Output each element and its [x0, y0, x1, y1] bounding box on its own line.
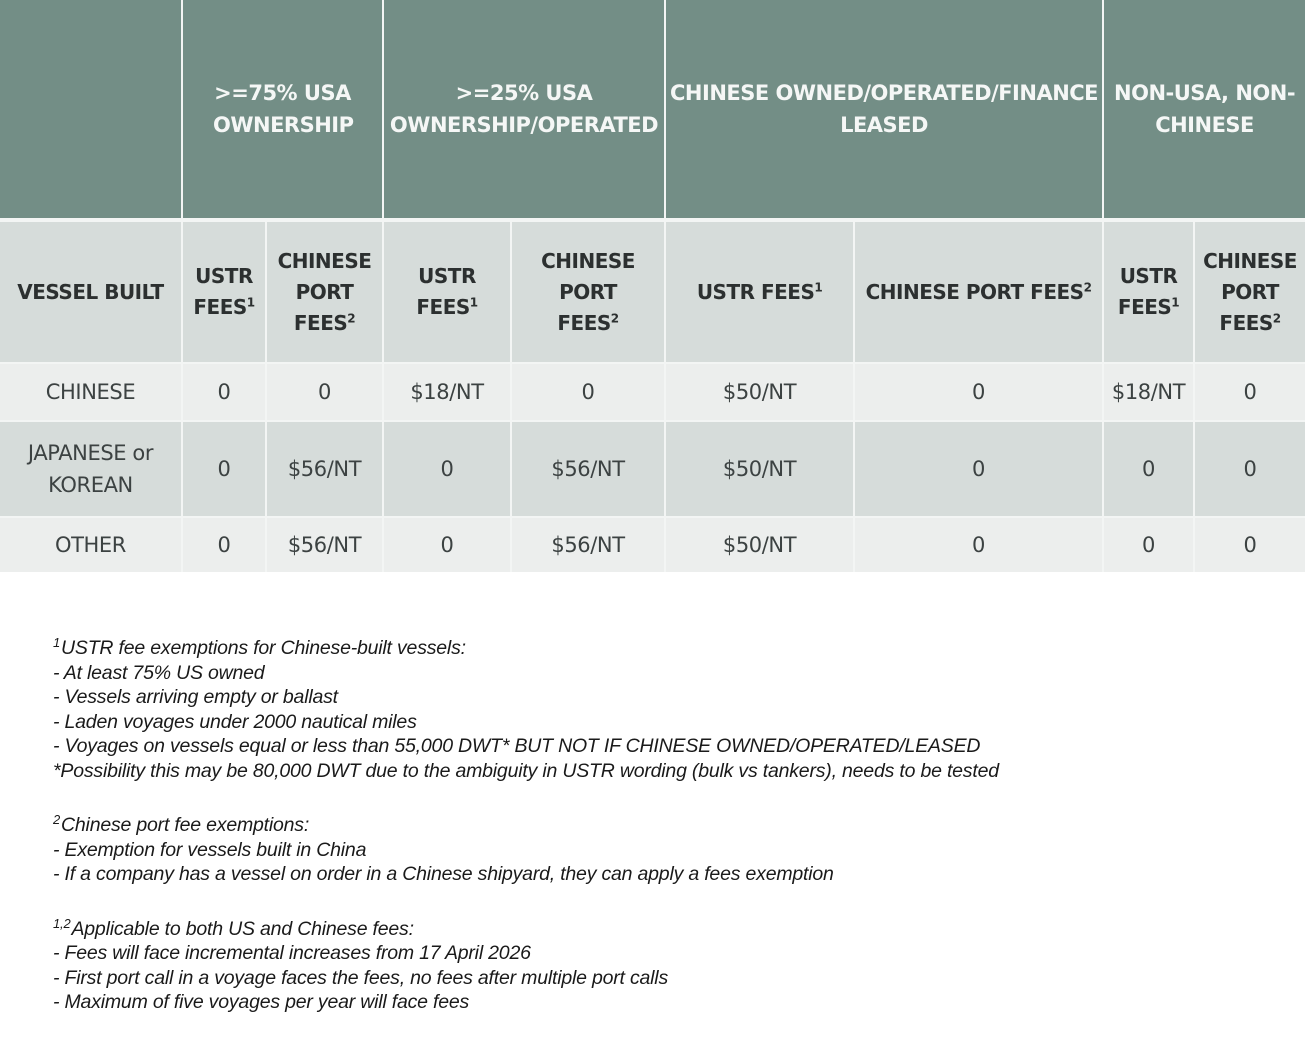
ustr-fees-header: USTR FEES$^1$	[384, 222, 512, 364]
vessel-built-cell: OTHER	[0, 518, 183, 572]
fee-cell: 0	[183, 422, 267, 518]
footnote-line: - Exemption for vessels built in China	[53, 838, 367, 861]
fee-cell: 0	[512, 364, 666, 422]
table-row	[0, 518, 1305, 572]
footnote-title: $^1$USTR fee exemptions for Chinese-built vessels:	[53, 635, 466, 659]
fee-cell: $50/NT	[666, 518, 855, 572]
group-header-empty	[0, 0, 183, 222]
footnote-line: - Fees will face incremental increases from 17 April 2026	[53, 942, 531, 964]
fee-cell: $56/NT	[267, 518, 384, 572]
vessel-built-cell: CHINESE	[0, 364, 183, 422]
footnote-line: *Possibility this may be 80,000 DWT due to the ambiguity in USTR wording (bulk vs tankers), needs to be tested	[53, 759, 999, 782]
group-header-chinese-owned: CHINESE OWNED/OPERATED/FINANCE LEASED	[666, 0, 1104, 222]
group-header-25-usa: >=25% USA OWNERSHIP/OPERATED	[384, 0, 666, 222]
footnote-line: - Voyages on vessels equal or less than 55,000 DWT* BUT NOT IF CHINESE OWNED/OPERATED/LEASED	[53, 735, 981, 757]
fee-cell: 0	[855, 518, 1104, 572]
footnote-line: - If a company has a vessel on order in a Chinese shipyard, they can apply a fees exemption	[53, 863, 834, 885]
group-header-non-usa-non-chinese: NON-USA, NON-CHINESE	[1104, 0, 1305, 222]
fee-cell: 0	[183, 364, 267, 422]
footnote-line: - First port call in a voyage faces the fees, no fees after multiple port calls	[53, 966, 668, 989]
chinese-port-fees-header: CHINESE PORT FEES$^2$	[267, 222, 384, 364]
footnote-line: - Vessels arriving empty or ballast	[53, 686, 338, 708]
chinese-port-fees-header: CHINESE PORT FEES$^2$	[1195, 222, 1305, 364]
ustr-fees-header: USTR FEES$^1$	[1104, 222, 1195, 364]
footnote-chinese-port-exemptions	[53, 813, 1253, 887]
footnote-line: - At least 75% US owned	[53, 661, 265, 684]
fee-cell: $56/NT	[267, 422, 384, 518]
chinese-port-fees-header: CHINESE PORT FEES$^2$	[855, 222, 1104, 364]
fee-cell: $50/NT	[666, 364, 855, 422]
fee-cell: $18/NT	[384, 364, 512, 422]
ustr-fees-header: USTR FEES$^1$	[666, 222, 855, 364]
footnote-title: $^{1,2}$Applicable to both US and Chinese fees:	[53, 915, 414, 940]
fee-cell: 0	[267, 364, 384, 422]
fee-cell: 0	[183, 518, 267, 572]
fee-cell: 0	[855, 422, 1104, 518]
fee-cell: 0	[1104, 422, 1195, 518]
fee-cell: 0	[1195, 364, 1305, 422]
fee-cell: 0	[855, 364, 1104, 422]
footnote-line: - Laden voyages under 2000 nautical miles	[53, 710, 417, 733]
footnote-line: - Maximum of five voyages per year will face fees	[53, 991, 470, 1013]
fee-cell: $56/NT	[512, 518, 666, 572]
table-row	[0, 422, 1305, 518]
ustr-fees-header: USTR FEES$^1$	[183, 222, 267, 364]
footnote-title: $^2$Chinese port fee exemptions:	[53, 812, 310, 836]
fee-cell: 0	[384, 422, 512, 518]
fee-cell: $18/NT	[1104, 364, 1195, 422]
fee-cell: 0	[1104, 518, 1195, 572]
fee-cell: 0	[1195, 422, 1305, 518]
footnote-applicable-both	[53, 917, 1253, 1015]
group-header-75-usa: >=75% USA OWNERSHIP	[183, 0, 384, 222]
footnotes	[53, 636, 1253, 1045]
vessel-built-cell: JAPANESE or KOREAN	[0, 422, 183, 518]
chinese-port-fees-header: CHINESE PORT FEES$^2$	[512, 222, 666, 364]
fee-cell: 0	[1195, 518, 1305, 572]
table-row	[0, 364, 1305, 422]
fee-cell: $56/NT	[512, 422, 666, 518]
fee-cell: $50/NT	[666, 422, 855, 518]
ownership-group-header-row	[0, 0, 1305, 222]
footnote-ustr-exemptions	[53, 636, 1253, 783]
fee-cell: 0	[384, 518, 512, 572]
vessel-built-header: VESSEL BUILT	[0, 222, 183, 364]
fee-type-header-row	[0, 222, 1305, 364]
